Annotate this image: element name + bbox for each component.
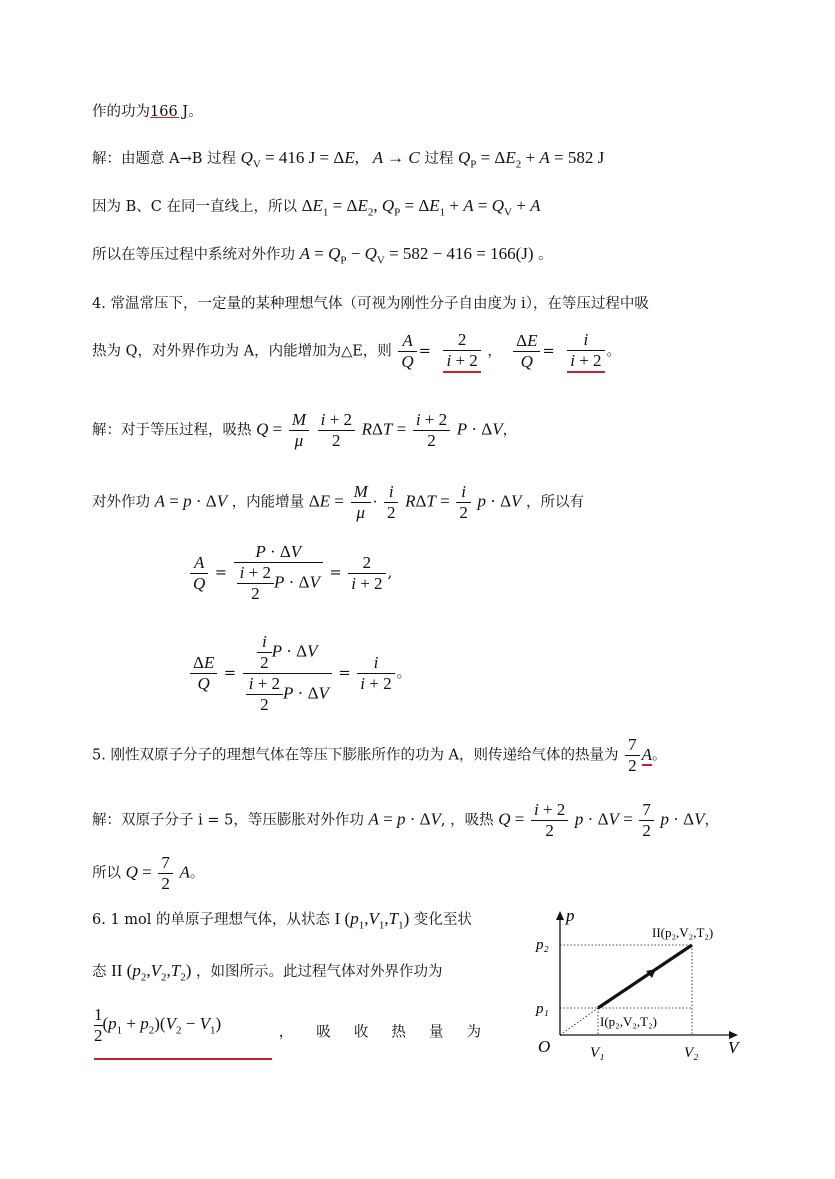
fraction: $\frac{M}{\mu}$ (351, 482, 371, 523)
state-ii-label: II(p₂,V₂,T₂) (652, 925, 714, 940)
equation: A (179, 862, 190, 882)
text: 。 (538, 247, 553, 263)
answer-a: A (641, 744, 653, 764)
p-axis-arrow-icon (556, 911, 564, 920)
equation: p · ΔV (477, 491, 522, 511)
fraction: $\frac{2}{i + 2}$ (348, 553, 385, 594)
pv-diagram (532, 905, 752, 1065)
equation: A → C (372, 148, 420, 167)
text: 解：对于等压过程，吸热 (92, 422, 252, 439)
answer-fraction-2-over-i-plus-2: $\frac{2}{i + 2}$ (443, 330, 480, 373)
text: ，如图所示。此过程气体对外界作功为 (195, 964, 443, 980)
text: 态 (92, 964, 107, 980)
text: 解：由题意 A→B 过程 (92, 151, 236, 167)
question-6-line-2 (92, 960, 442, 983)
derivation-a-over-q: $\frac{A}{Q}$ = P · ΔV $\frac{i + 2}{2}$ P · ΔV = $\frac{2}{i + 2}$ , (188, 542, 392, 604)
equation: Q = (256, 419, 283, 439)
fraction: $\frac{\Delta E}{Q}$ (190, 653, 217, 694)
text: 作的功为 (92, 104, 150, 120)
answer-fraction-i-over-i-plus-2: $\frac{i}{i + 2}$ (567, 330, 604, 373)
text: 过程 (424, 151, 454, 167)
equation: RΔT = (405, 491, 450, 511)
axis-p-label: p (566, 906, 575, 925)
question-5-conclusion: 所以 Q = $\frac{7}{2}$ A。 (92, 853, 205, 893)
text: 5. 刚性双原子分子的理想气体在等压下膨胀所作的功为 A，则传递给气体的热量为 (92, 747, 619, 764)
answer-work-expression: $\frac{1}{2}$ $(p_1 + p_2)(V_2 - V_1)$ (94, 1005, 272, 1060)
process-line (598, 945, 692, 1008)
answer-166: 166 J (150, 104, 189, 120)
question-4-solution-2: 对外作功 A = p · ΔV ，内能增量 ΔE = $\frac{M}{\mu}$ · $\frac{i}{2}$ RΔT = $\frac{i}{2}$ p · ΔV ，所以有 (92, 482, 585, 522)
fraction-a-over-q: $\frac{A}{Q}$ (398, 331, 416, 372)
origin-guide (560, 1008, 598, 1035)
fraction-de-over-q: $\frac{\Delta E}{Q}$ (513, 331, 540, 372)
fraction: $\frac{i}{2}$ (384, 482, 399, 523)
state-ii: II $(p_2,V_2,T_2)$ (111, 961, 192, 984)
fraction: $\frac{A}{Q}$ (190, 553, 208, 594)
equation: $\Delta E_1 = \Delta E_2$, $Q_P = \Delta E_1 + A = Q_V + A$ (301, 196, 541, 219)
answer-fraction-7-over-2: $\frac{7}{2}$ (625, 735, 640, 776)
axis-v-label: V (728, 1038, 739, 1057)
text: ，吸热 (450, 812, 494, 829)
equation: p · ΔV (660, 809, 705, 829)
question-4-solution-1: 解：对于等压过程，吸热 Q = $\frac{M}{\mu}$ $\frac{i + 2}{2}$ RΔT = $\frac{i + 2}{2}$ P · ΔV， (92, 410, 518, 450)
p1-label: p₁ (536, 1001, 549, 1017)
text: 所以 (92, 865, 121, 882)
equation: p · ΔV = (574, 809, 633, 829)
compound-fraction: P · ΔV $\frac{i + 2}{2}$ P · ΔV (234, 542, 323, 604)
text: 因为 B、C 在同一直线上，所以 (92, 199, 297, 215)
state-i: I $(p_1,V_1,T_1)$ (334, 909, 410, 932)
compound-fraction: $\frac{i}{2}$ P · ΔV $\frac{i + 2}{2}$ P · ΔV (243, 632, 332, 715)
text: 变化至状 (413, 912, 472, 928)
v2-label: V₂ (684, 1045, 699, 1061)
question-4-line-2: 热为 Q，对外界作功为 A，内能增加为△E，则 $\frac{A}{Q}$ = $\frac{2}{i + 2}$ ， $\frac{\Delta E}{Q}$ = $\frac{i}{i + 2}$ 。 (92, 330, 622, 371)
solution-line-2 (92, 195, 540, 218)
text: 所以在等压过程中系统对外作功 (92, 247, 295, 263)
v1-label: V₁ (590, 1045, 605, 1061)
equation: A = p · ΔV (154, 491, 228, 511)
text: ， 吸 收 热 量 为 (278, 1024, 481, 1041)
origin-label: O (538, 1037, 551, 1056)
text: ，所以有 (526, 494, 585, 511)
equation: $A = Q_P - Q_V = 582 - 416 = 166(J)$ (299, 244, 534, 267)
text: 6. 1 mol 的单原子理想气体，从状态 (92, 912, 331, 928)
equation: Q = (125, 862, 152, 882)
fraction: $\frac{7}{2}$ (158, 853, 173, 894)
fraction: $\frac{i + 2}{2}$ (318, 410, 355, 451)
solution-line-3 (92, 243, 553, 266)
text: 对外作功 (92, 494, 150, 511)
text: ，内能增量 (231, 494, 305, 511)
answer-line-166 (92, 100, 203, 121)
equation: $Q_P = \Delta E_2 + A = 582$ J (457, 148, 605, 171)
fraction: $\frac{i + 2}{2}$ (413, 410, 450, 451)
question-5-solution: 解：双原子分子 i = 5，等压膨胀对外作功 A = p · ΔV, ，吸热 Q = $\frac{i + 2}{2}$ p · ΔV = $\frac{7}{2}$ p · ΔV， (92, 800, 719, 840)
question-6-line-1 (92, 908, 472, 931)
state-i-label: I(p₂,V₂,T₂) (600, 1014, 657, 1029)
fraction: $\frac{i}{2}$ (456, 482, 471, 523)
equation: $Q_V = 416$ J = ΔE, (240, 148, 359, 171)
question-5-line: 5. 刚性双原子分子的理想气体在等压下膨胀所作的功为 A，则传递给气体的热量为 $\frac{7}{2}$ A。 (92, 735, 667, 775)
question-4-line-1: 4. 常温常压下，一定量的某种理想气体（可视为刚性分子自由度为 i），在等压过程中吸 (92, 296, 649, 312)
equation: P · ΔV (456, 419, 503, 439)
p2-label: p₂ (536, 937, 549, 953)
fraction: $\frac{7}{2}$ (639, 800, 654, 841)
text: 。 (188, 104, 203, 120)
equation: Q = (498, 809, 525, 829)
equation: A = p · ΔV (368, 809, 441, 829)
text: 解：双原子分子 i = 5，等压膨胀对外作功 (92, 812, 364, 829)
equation: ΔE = (308, 491, 344, 511)
derivation-de-over-q: $\frac{\Delta E}{Q}$ = $\frac{i}{2}$ P · ΔV $\frac{i + 2}{2}$ P · ΔV = $\frac{i}{i + 2}$ 。 (188, 632, 411, 715)
question-6-line-3 (92, 1005, 481, 1060)
fraction: $\frac{M}{\mu}$ (289, 410, 309, 451)
fraction: $\frac{i}{i + 2}$ (357, 653, 394, 694)
equation: RΔT = (361, 419, 407, 439)
text: 热为 Q，对外界作功为 A，内能增加为△E，则 (92, 343, 392, 360)
fraction: $\frac{i + 2}{2}$ (531, 800, 568, 841)
solution-line-1 (92, 147, 604, 170)
